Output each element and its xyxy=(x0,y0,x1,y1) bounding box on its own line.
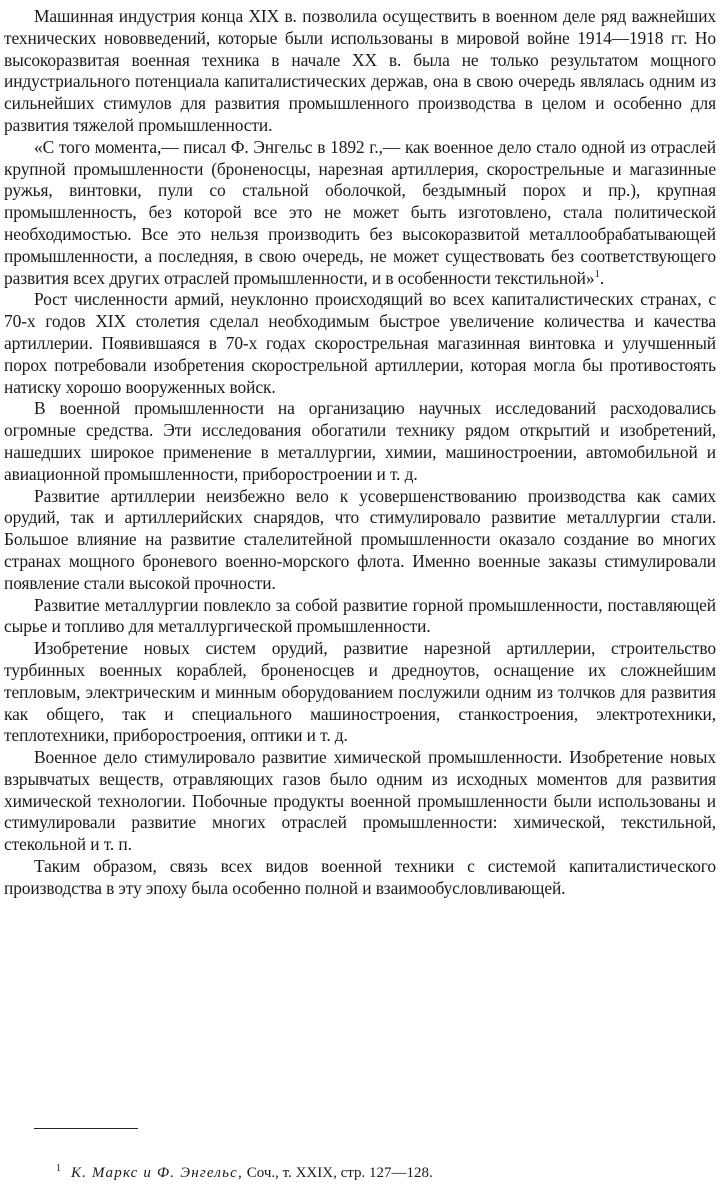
paragraph-3: Рост численности армий, неуклонно происходящий во всех капиталистических странах, с 70-х годов XIX столетия сделал необходимым быстрое увеличение количества и качества артиллерии. Появившаяся в 70-х годах скорострельная магазинная винтовка и улучшенный порох потребовали изобретения скорострельной артиллерии, которая могла бы противостоять натиску хорошо вооруженных войск. xyxy=(4,289,716,397)
footnote-mark: 1 xyxy=(56,1163,61,1174)
paragraph-9: Таким образом, связь всех видов военной техники с системой капиталистического производства в эту эпоху была особенно полной и взаимообусловливающей. xyxy=(4,856,716,898)
body-text xyxy=(4,6,716,900)
footnote-source: Соч., т. XXIX, стр. 127—128. xyxy=(246,1165,433,1181)
footnote-authors: К. Маркс и Ф. Энгельс, xyxy=(71,1165,243,1181)
paragraph-1: Машинная индустрия конца XIX в. позволила осуществить в военном деле ряд важнейших технических нововведений, которые были использованы в мировой войне 1914—1918 гг. Но высокоразвитая военная техника в начале XX в. была не только результатом мощного индустриального потенциала капиталистических держав, она в свою очередь являлась одним из сильнейших стимулов для развития промышленного производства в целом и особенно для развития тяжелой промышленности. xyxy=(4,6,716,135)
paragraph-4: В военной промышленности на организацию научных исследований расходовались огромные средства. Эти исследования обогатили технику рядом открытий и изобретений, нашедших широкое применение в металлургии, химии, машиностроении, автомобильной и авиационной промышленности, приборостроении и т. д. xyxy=(4,398,716,484)
paragraph-7: Изобретение новых систем орудий, развитие нарезной артиллерии, строительство турбинных военных кораблей, броненосцев и дредноутов, оснащение их сложнейшим тепловым, электрическим и минным оборудованием послужили одним из толчков для развития как общего, так и специального машиностроения, станкостроения, электротехники, теплотехники, приборостроения, оптики и т. д. xyxy=(4,638,716,746)
paragraph-8: Военное дело стимулировало развитие химической промышленности. Изобретение новых взрывчатых веществ, отравляющих газов было одним из исходных моментов для развития химической технологии. Побочные продукты военной промышленности были использованы и стимулировали развитие многих отраслей промышленности: химической, текстильной, стекольной и т. п. xyxy=(4,747,716,855)
paragraph-5: Развитие артиллерии неизбежно вело к усовершенствованию производства как самих орудий, так и артиллерийских снарядов, что стимулировало развитие металлургии стали. Большое влияние на развитие сталелитейной промышленности оказало создание во многих странах мощного броневого военно-морского флота. Именно военные заказы стимулировали появление стали высокой прочности. xyxy=(4,485,716,593)
paragraph-2-engels-quote: «С того момента,— писал Ф. Энгельс в 1892 г.,— как военное дело стало одной из отраслей крупной промышленности (броненосцы, нарезная артиллерия, скорострельные и магазинные ружья, винтовки, пули со стальной оболочкой, бездымный порох и пр.), крупная промышленность, без которой все это не может быть изготовлено, стала политической необходимостью. Все это нельзя производить без высокоразвитой металлообрабатывающей промышленности, а последняя, в свою очередь, не может существовать без соответствующего развития всех других отраслей промышленности, и в особенности текстильной»$^1$. xyxy=(4,136,716,288)
quote-text: «С того момента,— писал Ф. Энгельс в 1892 г.,— как военное дело стало одной из отраслей крупной промышленности (броненосцы, нарезная артиллерия, скорострельные и магазинные ружья, винтовки, пули со стальной оболочкой, бездымный порох и пр.), крупная промышленность, без которой все это не может быть изготовлено, стала политической необходимостью. Все это нельзя производить без высокоразвитой металлообрабатывающей промышленности, а последняя, в свою очередь, не может существовать без соответствующего развития всех других отраслей промышленности, и в особенности текстильной» xyxy=(4,136,716,288)
paragraph-6: Развитие металлургии повлекло за собой развитие горной промышленности, поставляющей сырье и топливо для металлургической промышленности. xyxy=(4,594,716,637)
footnote-divider xyxy=(34,1128,138,1129)
footnote xyxy=(56,1164,433,1182)
footnote-reference[interactable]: 1 xyxy=(594,267,600,280)
